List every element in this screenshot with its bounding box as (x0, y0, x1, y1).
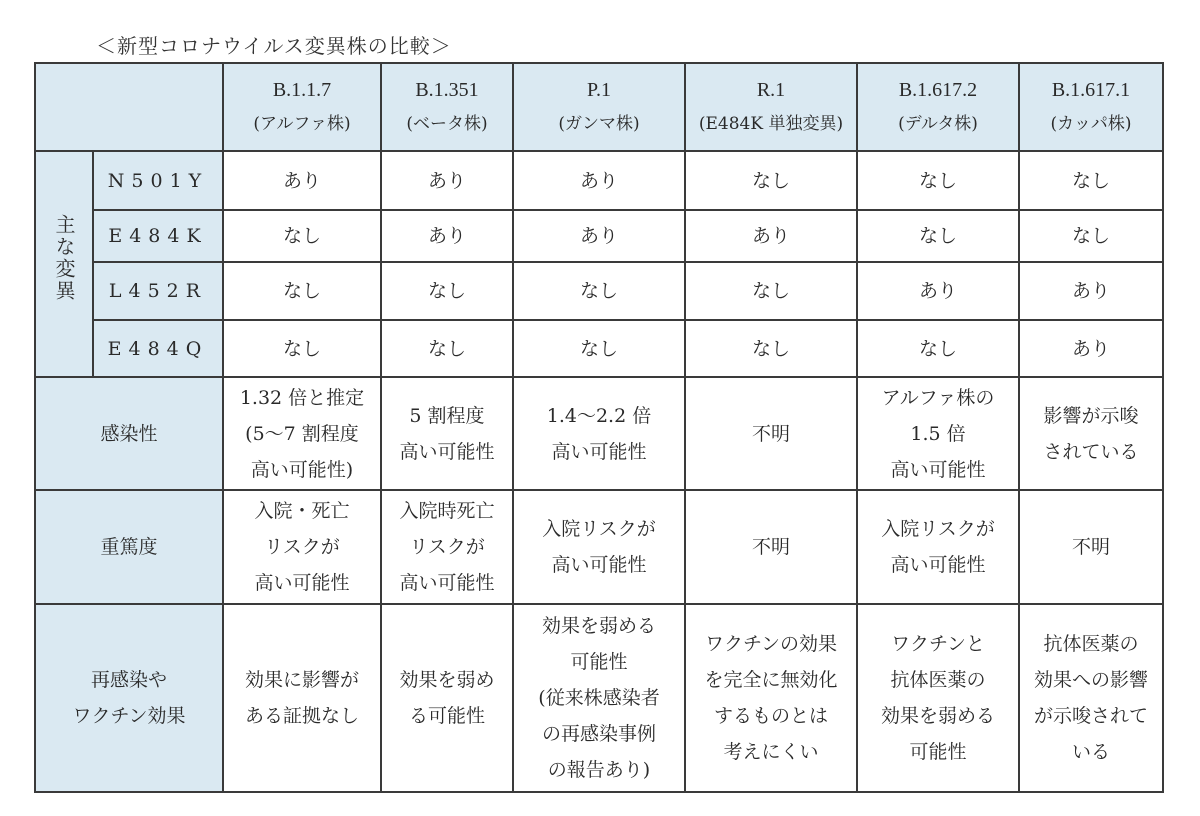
cell-line: 可能性 (909, 741, 967, 763)
cell-line: 高い可能性 (399, 572, 495, 594)
cell-line: (5～7 割程度 (245, 422, 359, 445)
mutation-name: E484Q (93, 320, 223, 377)
cell-line: ワクチンと (890, 633, 986, 655)
cell-line: 入院リスクが (542, 518, 656, 540)
cell-line: ワクチンの効果 (704, 633, 838, 655)
cell-line: 効果への影響 (1033, 669, 1148, 691)
mutation-value: なし (223, 210, 381, 262)
property-value (223, 377, 381, 490)
property-value (513, 604, 685, 792)
mutation-value: あり (685, 210, 857, 262)
variant-label: (カッパ株) (1050, 114, 1132, 134)
mutation-row (35, 210, 1163, 262)
variant-header (513, 63, 685, 151)
cell-line: ある証拠なし (244, 705, 359, 727)
mutation-group-text: 主な変異 (52, 214, 76, 302)
cell-line: 高い可能性 (254, 572, 350, 594)
mutation-value: なし (685, 320, 857, 377)
property-row (35, 604, 1163, 792)
variant-label: (ベータ株) (406, 114, 488, 134)
cell-line: 高い可能性 (399, 440, 495, 463)
property-label (35, 377, 223, 490)
variant-label: (E484K 単独変異) (698, 114, 844, 134)
property-label (35, 490, 223, 604)
cell-line: 入院時死亡 (399, 500, 495, 522)
mutation-name: E484K (93, 210, 223, 262)
mutation-name: N501Y (93, 151, 223, 210)
mutation-value: なし (513, 320, 685, 377)
cell-line: リスクが (264, 536, 340, 558)
mutation-value: あり (381, 210, 513, 262)
cell-line: 入院・死亡 (254, 500, 350, 522)
cell-line: 高い可能性) (250, 458, 354, 481)
cell-line: アルファ株の (881, 386, 995, 409)
cell-line: いる (1071, 741, 1110, 763)
property-value (1019, 377, 1163, 490)
property-value (381, 490, 513, 604)
mutation-value: あり (1019, 320, 1163, 377)
variant-label: (デルタ株) (898, 114, 978, 134)
variant-name: P.1 (587, 79, 611, 101)
variant-name: B.1.617.1 (1051, 79, 1131, 101)
mutation-value: なし (1019, 210, 1163, 262)
property-row (35, 377, 1163, 490)
cell-line: 効果を弱める (880, 705, 995, 727)
corner-cell (35, 63, 223, 151)
cell-line: 効果に影響が (244, 669, 359, 691)
mutation-value: なし (513, 262, 685, 320)
cell-line: 効果を弱める (541, 615, 656, 637)
cell-line: の報告あり) (547, 759, 651, 781)
property-value (857, 377, 1019, 490)
cell-line: を完全に無効化 (704, 669, 838, 691)
mutation-row (35, 262, 1163, 320)
property-value (685, 604, 857, 792)
variant-name: R.1 (756, 79, 786, 101)
mutation-value: なし (381, 320, 513, 377)
mutation-value: なし (857, 210, 1019, 262)
cell-line: 1.4～2.2 倍 (546, 404, 652, 427)
property-value (223, 604, 381, 792)
cell-line: 1.32 倍と推定 (239, 386, 365, 409)
cell-line: 不明 (751, 422, 790, 445)
cell-line: ワクチン効果 (72, 705, 186, 727)
property-value (513, 490, 685, 604)
mutation-value: なし (223, 262, 381, 320)
mutation-group-label (35, 151, 93, 377)
variant-name: B.1.1.7 (272, 79, 332, 101)
mutation-value: あり (857, 262, 1019, 320)
cell-line: 感染性 (100, 422, 158, 445)
cell-line: 入院リスクが (881, 518, 995, 540)
mutation-value: なし (857, 151, 1019, 210)
property-value (381, 377, 513, 490)
variant-label: (ガンマ株) (558, 114, 640, 134)
mutation-value: なし (857, 320, 1019, 377)
property-value (223, 490, 381, 604)
property-label (35, 604, 223, 792)
variant-header (857, 63, 1019, 151)
property-row (35, 490, 1163, 604)
cell-line: 効果を弱め (399, 669, 495, 691)
mutation-value: あり (513, 210, 685, 262)
cell-line: 5 割程度 (409, 404, 485, 427)
cell-line: されている (1043, 440, 1139, 463)
property-value (685, 377, 857, 490)
header-row (35, 63, 1163, 151)
property-value (1019, 604, 1163, 792)
mutation-name: L452R (93, 262, 223, 320)
variant-header (685, 63, 857, 151)
cell-line: 不明 (751, 536, 790, 558)
cell-line: 抗体医薬の (890, 669, 986, 691)
variant-header (381, 63, 513, 151)
mutation-value: あり (223, 151, 381, 210)
mutation-row (35, 151, 1163, 210)
property-value (857, 604, 1019, 792)
mutation-value: なし (381, 262, 513, 320)
cell-line: 再感染や (90, 669, 167, 691)
property-value (857, 490, 1019, 604)
variant-header (1019, 63, 1163, 151)
variant-label: (アルファ株) (253, 114, 351, 134)
property-value (685, 490, 857, 604)
cell-line: 可能性 (570, 651, 628, 673)
property-value (513, 377, 685, 490)
cell-line: 抗体医薬の (1043, 633, 1139, 655)
mutation-value: なし (1019, 151, 1163, 210)
cell-line: 重篤度 (100, 536, 158, 558)
cell-line: するものとは (713, 705, 828, 727)
cell-line: 考えにくい (723, 741, 819, 763)
cell-line: リスクが (409, 536, 485, 558)
cell-line: 高い可能性 (551, 554, 647, 576)
variant-name: B.1.351 (415, 79, 479, 101)
property-value (1019, 490, 1163, 604)
variant-comparison-table (34, 62, 1164, 793)
cell-line: (従来株感染者 (538, 687, 660, 709)
mutation-value: なし (223, 320, 381, 377)
variant-name: B.1.617.2 (898, 79, 978, 101)
cell-line: 影響が示唆 (1043, 404, 1139, 427)
cell-line: 高い可能性 (551, 440, 647, 463)
cell-line: 高い可能性 (890, 554, 986, 576)
cell-line: 高い可能性 (890, 458, 986, 481)
mutation-value: あり (1019, 262, 1163, 320)
cell-line: の再感染事例 (541, 723, 656, 745)
mutation-value: なし (685, 151, 857, 210)
cell-line: 不明 (1071, 536, 1110, 558)
cell-line: 1.5 倍 (910, 422, 966, 445)
mutation-value: あり (381, 151, 513, 210)
cell-line: る可能性 (408, 705, 485, 727)
variant-header (223, 63, 381, 151)
page-title: ＜新型コロナウイルス変異株の比較＞ (96, 34, 452, 58)
mutation-value: なし (685, 262, 857, 320)
property-value (381, 604, 513, 792)
cell-line: が示唆されて (1033, 705, 1148, 727)
mutation-value: あり (513, 151, 685, 210)
mutation-row (35, 320, 1163, 377)
